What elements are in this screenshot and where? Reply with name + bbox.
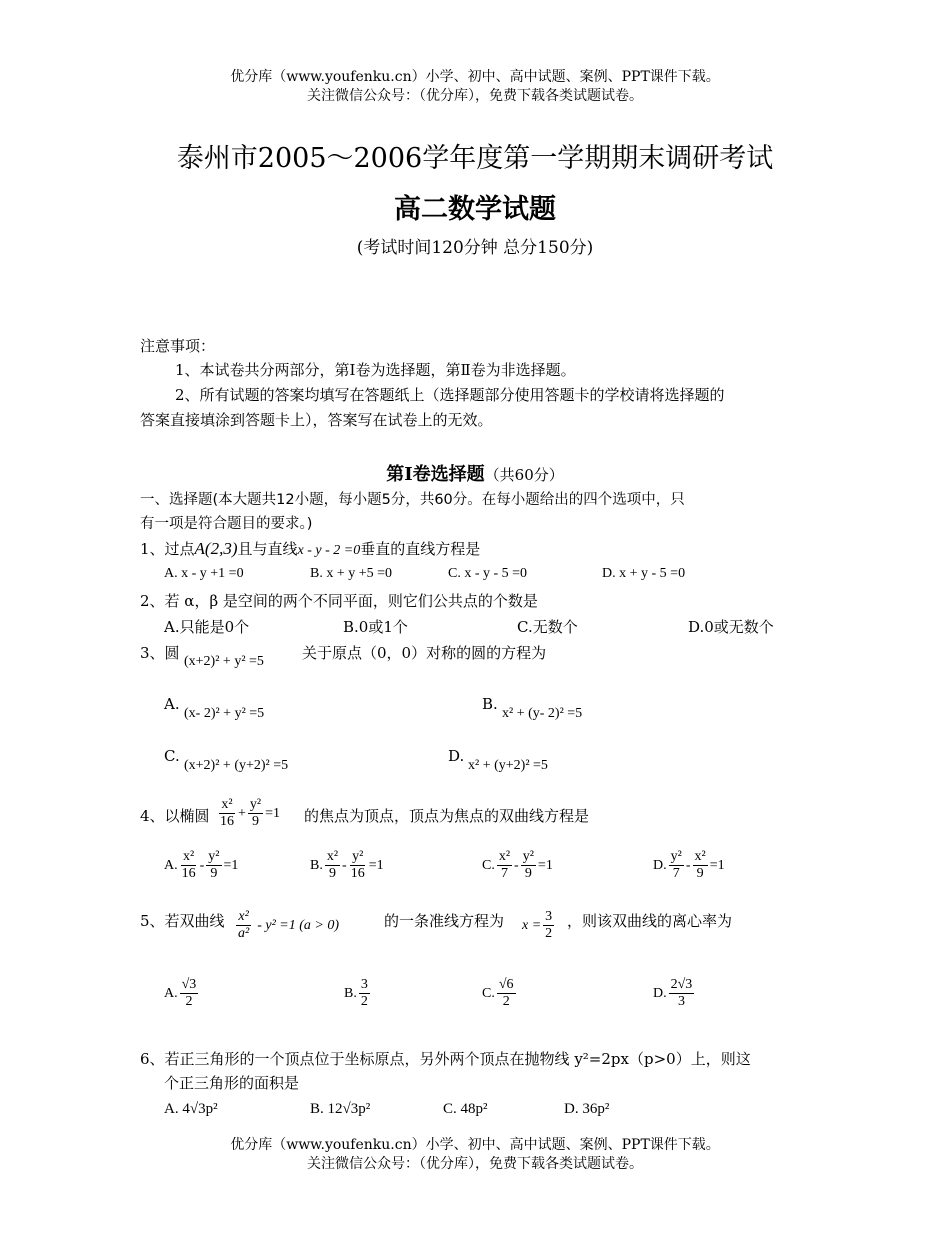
q4-a-label: A.	[164, 857, 178, 873]
den: 9	[252, 814, 259, 829]
den: a²	[238, 926, 250, 941]
q1-option-b: B. x + y +5 =0	[310, 566, 393, 581]
q5-option-c	[482, 977, 518, 1010]
q4-c-label: C.	[482, 857, 495, 873]
den: 16	[181, 866, 196, 881]
exam-info: (考试时间120分钟 总分150分)	[356, 238, 594, 258]
q1-mid: 且与直线	[237, 540, 298, 558]
num: 3	[545, 909, 553, 924]
q5-option-a	[164, 977, 200, 1010]
q6-option-d: D. 36p²	[564, 1101, 610, 1117]
den: 9	[524, 866, 532, 881]
equals-one: =1	[709, 857, 725, 873]
q3-circle-eq: (x+2)² + y² =5	[184, 654, 264, 669]
notice-item-2a: 2、所有试题的答案均填写在答题纸上（选择题部分使用答题卡的学校请将选择题的	[175, 386, 725, 404]
frac	[497, 977, 516, 1010]
q1-option-d: D. x + y - 5 =0	[602, 566, 686, 581]
den: 9	[328, 866, 336, 881]
q3-option-b: x² + (y- 2)² =5	[502, 706, 583, 721]
den: 3	[677, 994, 685, 1009]
den: 2	[502, 994, 510, 1009]
num: 2√3	[670, 977, 693, 992]
num: √6	[498, 977, 514, 992]
q6-option-c: C. 48p²	[443, 1101, 488, 1117]
frac	[669, 977, 695, 1010]
section-heading	[0, 460, 950, 486]
q3-option-c-label: C.	[164, 747, 180, 765]
q3-option-c: (x+2)² + (y+2)² =5	[184, 758, 289, 773]
frac	[349, 849, 367, 882]
q5-d-label: D.	[653, 985, 667, 1001]
num: y²	[208, 849, 220, 864]
num: y²	[670, 849, 682, 864]
den: 9	[696, 866, 704, 881]
q3-option-b-label: B.	[482, 695, 498, 713]
q4-option-d	[653, 849, 725, 882]
frac	[236, 909, 251, 942]
q1-post: 垂直的直线方程是	[360, 540, 481, 558]
minus-sign: -	[199, 857, 205, 873]
header-line-1: 优分库（www.youfenku.cn）小学、初中、高中试题、案例、PPT课件下载。	[230, 69, 720, 85]
q1-option-c: C. x - y - 5 =0	[448, 566, 528, 581]
frac	[180, 977, 199, 1010]
q4-d-label: D.	[653, 857, 667, 873]
notice-item-2b: 答案直接填涂到答题卡上），答案写在试卷上的无效。	[140, 411, 493, 429]
q1-stem	[140, 538, 480, 562]
num: x²	[221, 797, 233, 812]
q2-option-b: B.0或1个	[343, 618, 408, 636]
equals-one: =1	[223, 857, 239, 873]
q2-option-a: A.只能是0个	[164, 618, 250, 636]
frac	[218, 797, 236, 830]
equals-one: =1	[537, 857, 553, 873]
q5-directrix-eq	[522, 909, 556, 942]
frac	[359, 977, 370, 1010]
q5-option-d	[653, 977, 696, 1010]
q6-option-a: A. 4√3p²	[164, 1101, 218, 1117]
section-instr-1: 一、选择题(本大题共12小题，每小题5分，共60分。在每小题给出的四个选项中，只	[140, 492, 685, 508]
frac	[248, 797, 263, 830]
frac	[180, 849, 198, 882]
q3-option-a-label: A.	[164, 695, 180, 713]
q4-option-b	[310, 849, 384, 882]
num: x²	[238, 909, 249, 924]
q4-option-c	[482, 849, 553, 882]
exam-title: 泰州市2005～2006学年度第一学期期末调研考试	[176, 143, 774, 174]
den: 16	[220, 814, 234, 829]
frac	[543, 909, 554, 942]
q5-a-label: A.	[164, 985, 178, 1001]
den: 2	[545, 926, 553, 941]
frac	[693, 849, 708, 882]
q5-c-label: C.	[482, 985, 495, 1001]
num: x²	[694, 849, 706, 864]
footer-line-2: 关注微信公众号：（优分库），免费下载各类试题试卷。	[307, 1156, 643, 1172]
minus-sign: -	[685, 857, 691, 873]
q1-option-a: A. x - y +1 =0	[164, 566, 244, 581]
q2-option-c: C.无数个	[517, 618, 578, 636]
q4-option-a	[164, 849, 238, 882]
minus-sign: -	[342, 857, 347, 873]
q5-post: ，则该双曲线的离心率为	[567, 912, 733, 930]
num: y²	[249, 797, 262, 812]
q3-option-a: (x- 2)² + y² =5	[184, 706, 265, 721]
num: √3	[181, 977, 197, 992]
num: y²	[522, 849, 534, 864]
q5-option-b	[344, 977, 372, 1010]
q4-ellipse-eq	[216, 797, 280, 830]
num: 3	[360, 977, 368, 992]
q3-post: 关于原点（0，0）对称的圆的方程为	[302, 644, 547, 662]
q2-stem: 2、若 α，β 是空间的两个不同平面，则它们公共点的个数是	[140, 592, 538, 610]
section-instr-2: 有一项是符合题目的要求。)	[140, 516, 313, 532]
q5-x-eq: x =	[522, 917, 542, 933]
q2-option-d: D.0或无数个	[688, 618, 774, 636]
frac	[325, 849, 340, 882]
q1-line-eq: x - y - 2 =0	[297, 543, 361, 558]
q4-b-label: B.	[310, 857, 323, 873]
frac	[206, 849, 221, 882]
minus-sign: -	[514, 857, 519, 873]
q4-pre: 4、以椭圆	[140, 807, 210, 825]
den: 16	[350, 866, 365, 881]
den: 2	[185, 994, 193, 1009]
q5-mid: 的一条准线方程为	[384, 912, 505, 930]
notice-item-1: 1、本试卷共分两部分，第Ⅰ卷为选择题，第Ⅱ卷为非选择题。	[175, 361, 576, 379]
section-title: 第Ⅰ卷选择题	[386, 464, 485, 485]
equals-one: =1	[368, 857, 384, 873]
frac	[521, 849, 536, 882]
frac	[669, 849, 684, 882]
num: x²	[326, 849, 339, 864]
footer-line-1: 优分库（www.youfenku.cn）小学、初中、高中试题、案例、PPT课件下载。	[230, 1137, 720, 1153]
q4-post: 的焦点为顶点，顶点为焦点的双曲线方程是	[304, 807, 590, 825]
den: 2	[360, 994, 368, 1009]
frac	[497, 849, 512, 882]
num: x²	[498, 849, 511, 864]
q1-point: A(2,3)	[194, 539, 238, 558]
q6-stem-line-2: 个正三角形的面积是	[164, 1074, 300, 1092]
plus-sign: +	[238, 805, 246, 821]
q5-eq-tail: - y² =1 (a > 0)	[257, 917, 339, 933]
q6-option-b: B. 12√3p²	[310, 1101, 371, 1117]
q5-hyperbola-eq	[234, 909, 339, 942]
den: 7	[672, 866, 680, 881]
den: 9	[210, 866, 218, 881]
q5-b-label: B.	[344, 985, 357, 1001]
q3-option-d: x² + (y+2)² =5	[468, 758, 548, 773]
q6-stem-line-1: 6、若正三角形的一个顶点位于坐标原点，另外两个顶点在抛物线 y²=2px（p>0）上，则这	[140, 1050, 751, 1068]
q3-option-d-label: D.	[448, 747, 465, 765]
notice-heading: 注意事项：	[140, 337, 216, 355]
section-points: （共60分）	[484, 466, 564, 484]
q1-pre: 1、过点	[140, 540, 195, 558]
num: x²	[183, 849, 195, 864]
equals-one: =1	[265, 805, 281, 821]
subject-title: 高二数学试题	[394, 194, 556, 225]
den: 7	[500, 866, 508, 881]
q3-pre: 3、圆	[140, 644, 180, 662]
num: y²	[352, 849, 364, 864]
q5-pre: 5、若双曲线	[140, 912, 225, 930]
header-line-2: 关注微信公众号：（优分库），免费下载各类试题试卷。	[307, 88, 643, 104]
